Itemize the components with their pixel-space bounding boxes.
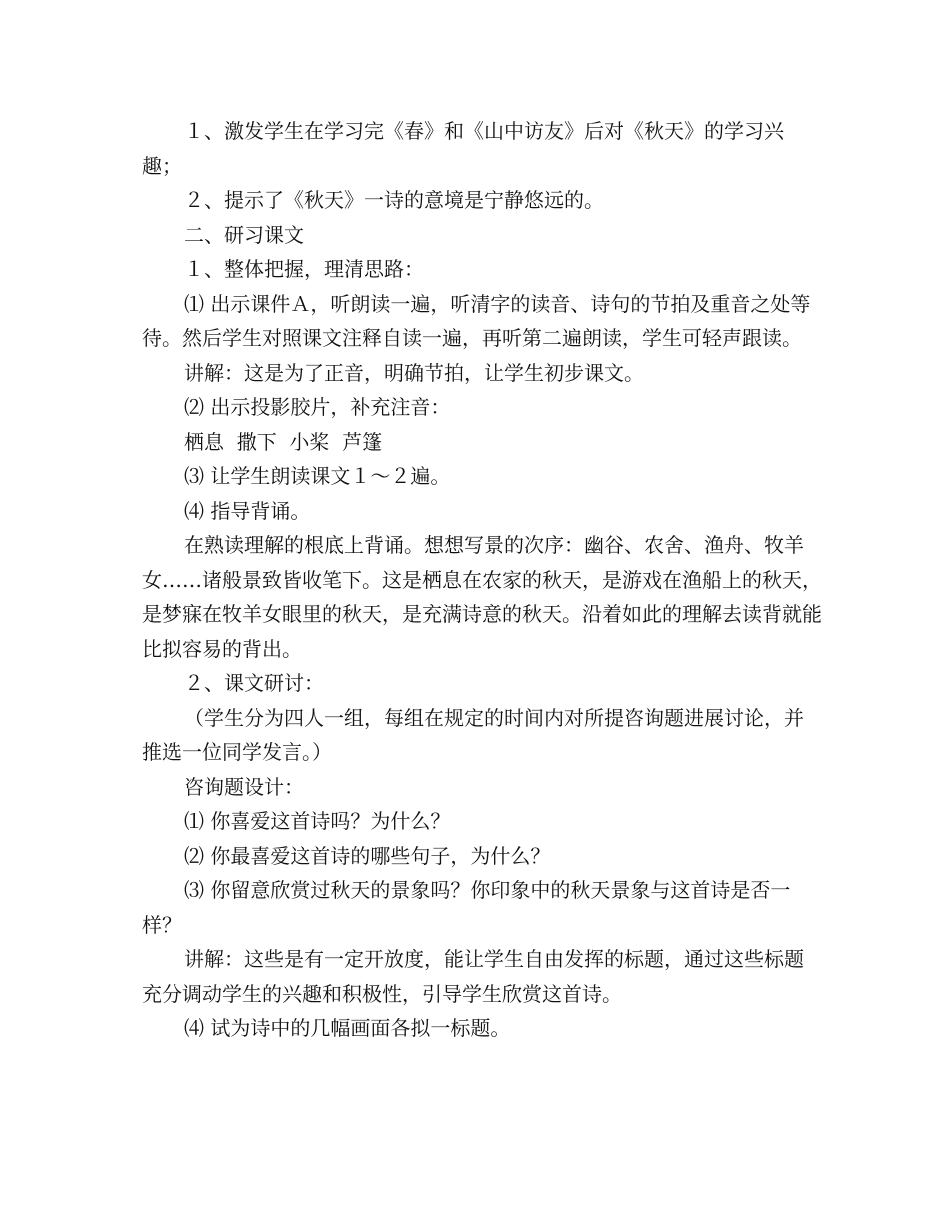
paragraph-10: ⑷ 指导背诵。 <box>184 498 311 523</box>
paragraph-12: ２、课文研讨： <box>184 671 324 695</box>
paragraph-17: ⑶ 你留意欣赏过秋天的景象吗？你印象中的秋天景象与这首诗是否一样？ <box>142 878 791 937</box>
paragraph-16: ⑵ 你最喜爱这首诗的哪些句子，为什么？ <box>184 843 551 868</box>
document-body <box>142 114 822 1046</box>
paragraph-13: （学生分为四人一组，每组在规定的时间内对所提咨询题进展讨论，并推选一位同学发言。） <box>142 705 804 764</box>
paragraph-1: １、激发学生在学习完《春》和《山中访友》后对《秋天》的学习兴趣； <box>142 119 784 178</box>
paragraph-2: ２、提示了《秋天》一诗的意境是宁静悠远的。 <box>184 188 604 212</box>
paragraph-11: 在熟读理解的根底上背诵。想想写景的次序：幽谷、农舍、渔舟、牧羊女……诸般景致皆收笔下。这是栖息在农家的秋天，是游戏在渔船上的秋天，是梦寐在牧羊女眼里的秋天，是充满诗意的秋天。沿着如此的理解去读背就能比拟容易的背出。 <box>142 533 822 661</box>
paragraph-4: １、整体把握，理清思路： <box>184 257 424 281</box>
paragraph-19: ⑷ 试为诗中的几幅画面各拟一标题。 <box>184 1016 511 1040</box>
paragraph-15: ⑴ 你喜爱这首诗吗？为什么？ <box>184 809 451 833</box>
paragraph-18: 讲解：这些是有一定开放度，能让学生自由发挥的标题，通过这些标题充分调动学生的兴趣和积极性，引导学生欣赏这首诗。 <box>142 947 804 1006</box>
paragraph-8: 栖息 撒下 小桨 芦篷 <box>184 429 383 454</box>
paragraph-6: 讲解：这是为了正音，明确节拍，让学生初步课文。 <box>184 360 644 385</box>
section-heading-2: 二、研习课文 <box>184 222 304 247</box>
paragraph-14: 咨询题设计： <box>184 774 304 799</box>
paragraph-5: ⑴ 出示课件Ａ，听朗读一遍，听清字的读音、诗句的节拍及重音之处等待。然后学生对照课文注释自读一遍，再听第二遍朗读，学生可轻声跟读。 <box>142 291 811 350</box>
paragraph-9: ⑶ 让学生朗读课文１～２遍。 <box>184 464 451 488</box>
paragraph-7: ⑵ 出示投影胶片，补充注音： <box>184 395 451 419</box>
